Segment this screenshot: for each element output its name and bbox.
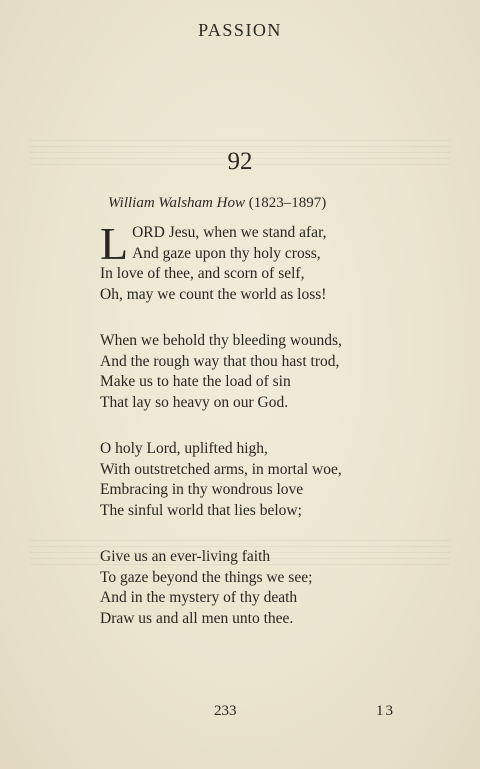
verse-line: In love of thee, and scorn of self, <box>100 265 305 282</box>
bleed-through-line <box>30 146 450 147</box>
verse-line: And in the mystery of thy death <box>100 589 298 606</box>
running-head: PASSION <box>198 20 282 40</box>
author-name: William Walsham How <box>108 195 245 211</box>
verse-line: Draw us and all men unto thee. <box>100 609 294 627</box>
verse-line: Make us to hate the load of sin <box>100 373 291 390</box>
hymn-number: 92 <box>227 148 253 175</box>
verse-line: The sinful world that lies below; <box>100 501 302 519</box>
verse-line: ORD Jesu, when we stand afar, <box>132 224 327 241</box>
verse-line: To gaze beyond the things we see; <box>100 568 313 586</box>
verse-line: That lay so heavy on our God. <box>100 393 289 411</box>
page-number: 233 <box>214 703 237 719</box>
hymn-text <box>100 218 390 655</box>
author-dates: (1823–1897) <box>248 195 327 211</box>
drop-cap: L <box>100 218 129 269</box>
verse-line: And gaze upon thy holy cross, <box>132 244 321 262</box>
stanza-2 <box>100 331 390 413</box>
stanza-4 <box>100 547 390 629</box>
stanza-3 <box>100 439 390 521</box>
signature-mark: 13 <box>376 703 395 719</box>
author-attribution <box>108 195 326 212</box>
verse-line: Oh, may we count the world as loss! <box>100 285 327 303</box>
verse-line: When we behold thy bleeding wounds, <box>100 332 342 349</box>
verse-line: O holy Lord, uplifted high, <box>100 440 268 457</box>
verse-line: And the rough way that thou hast trod, <box>100 352 340 370</box>
verse-line: Embracing in thy wondrous love <box>100 481 304 498</box>
stanza-1 <box>100 218 390 305</box>
verse-line: With outstretched arms, in mortal woe, <box>100 460 342 478</box>
bleed-through-line <box>30 140 450 141</box>
verse-line: Give us an ever-living faith <box>100 548 271 565</box>
